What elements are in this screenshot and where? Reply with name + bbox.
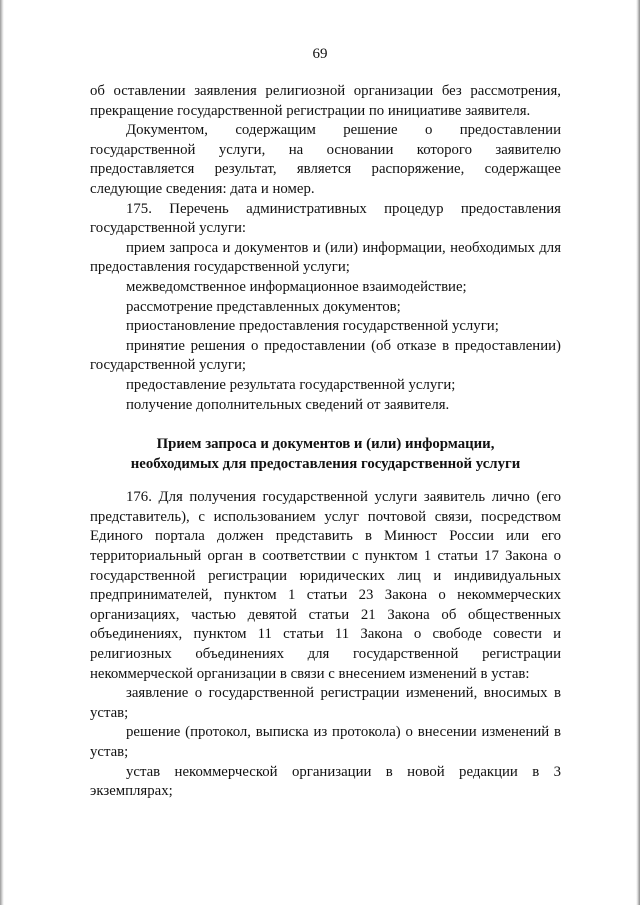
list-item: рассмотрение представленных документов; [126,298,401,315]
scan-edge-left [0,0,4,905]
list-item: устав некоммерческой организации в новой редакции в 3 экземплярах; [90,763,561,800]
paragraph: об оставлении заявления религиозной организации без рассмотрения, прекращение государственной регистрации по инициативе заявителя. [90,83,561,119]
paragraph: 176. Для получения государственной услуги заявитель лично (его представитель), с использованием услуг почтовой связи, посредством Единого портала должен представить в Минюст России или его территориальный орган в соответствии с пунктом 1 статьи 17 Закона о государственной регистрации юридических лиц и индивидуальных предпринимателей, пунктом 1 статьи 23 Закона о некоммерческих организациях, частью девятой статьи 21 Закона об общественных объединениях, пунктом 11 статьи 11 Закона о свободе совести и религиозных объединениях для государственной регистрации некоммерческой организации в связи с внесением изменений в устав: [90,489,561,682]
list-item: приостановление предоставления государственной услуги; [126,318,499,335]
document-body [90,82,561,802]
section-heading [90,435,561,474]
section-heading-line-1: Прием запроса и документов и (или) информации, [156,436,495,453]
paragraph: 175. Перечень административных процедур предоставления государственной услуги: [90,200,561,237]
list-item: принятие решения о предоставлении (об отказе в предоставлении) государственной услуги; [90,337,561,374]
list-item: заявление о государственной регистрации изменений, вносимых в устав; [90,685,561,721]
scan-edge-right [636,0,640,905]
list-item: межведомственное информационное взаимодействие; [126,278,467,295]
list-item: решение (протокол, выписка из протокола) о внесении изменений в устав; [90,724,561,760]
list-item: прием запроса и документов и (или) информации, необходимых для предоставления государственной услуги; [90,239,561,276]
list-item: получение дополнительных сведений от заявителя. [126,396,450,413]
page-number: 69 [312,46,328,62]
paragraph: Документом, содержащим решение о предоставлении государственной услуги, на основании которого заявителю предоставляется результат, является распоряжение, содержащее следующие сведения: дата и номер. [90,122,561,197]
section-heading-line-2: необходимых для предоставления государственной услуги [130,455,521,472]
list-item: предоставление результата государственной услуги; [126,376,456,393]
